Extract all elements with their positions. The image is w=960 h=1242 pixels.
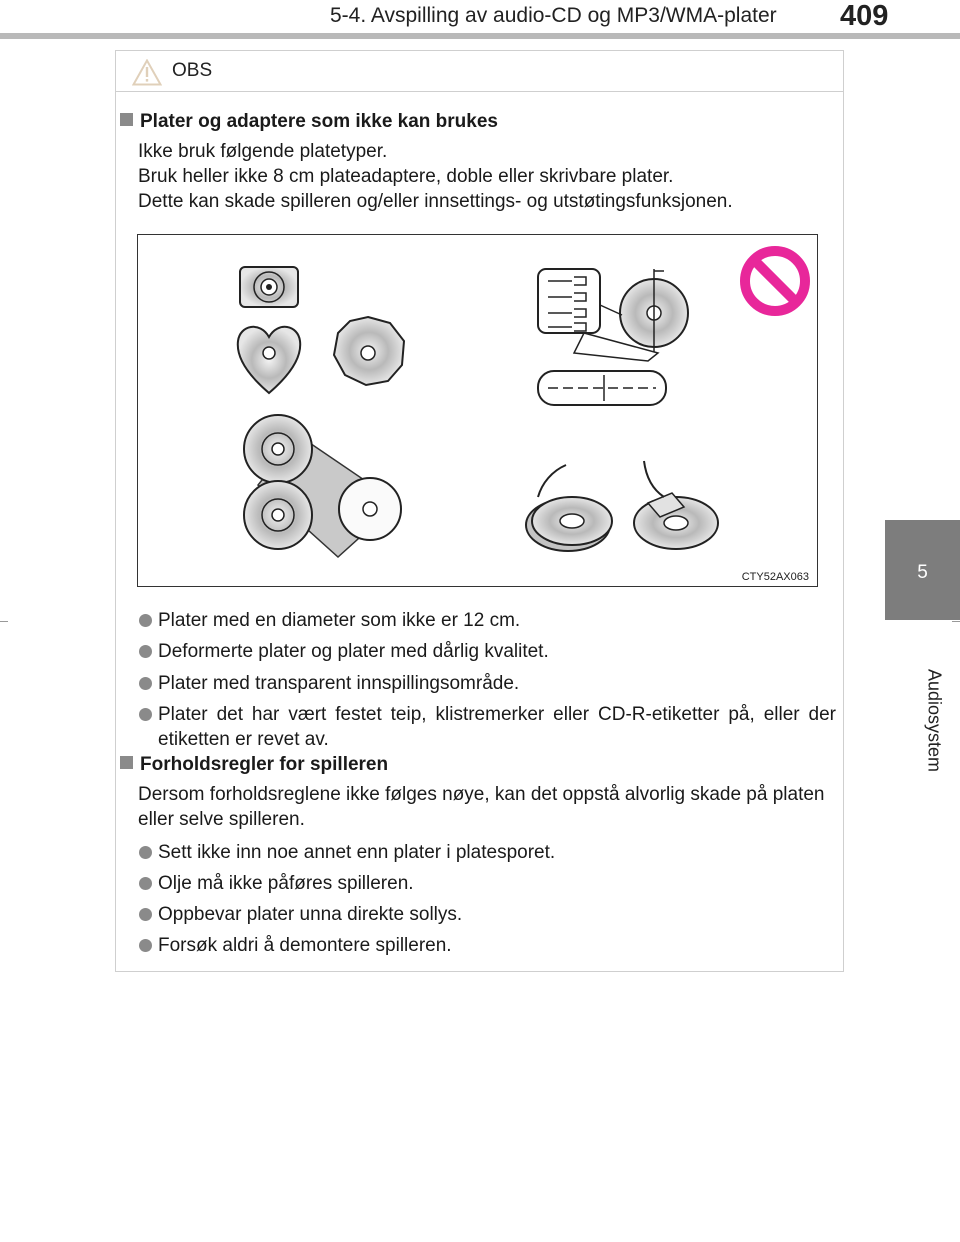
bullet-dot <box>139 614 152 627</box>
square-disc-icon <box>240 267 298 307</box>
taped-disc-icon <box>526 461 718 551</box>
chapter-label: Audiosystem <box>924 668 945 773</box>
chapter-tab <box>885 520 960 620</box>
bullet-slot: Sett ikke inn noe annet enn plater i platesporet. <box>158 842 556 863</box>
bullet-deformed: Deformerte plater og plater med dårlig kvalitet. <box>158 641 549 662</box>
bullet-tape: Plater det har vært festet teip, klistremerker eller CD-R-etiketter på, eller der etiketten er revet av. <box>158 704 836 750</box>
bullet-dot <box>139 708 152 721</box>
section-heading-text: Forholdsregler for spilleren <box>140 754 389 775</box>
bullet-transparent: Plater med transparent innspillingsområde. <box>158 673 520 694</box>
bullet-disassemble: Forsøk aldri å demontere spilleren. <box>158 935 452 956</box>
header-rule <box>0 33 960 39</box>
intro-line-2: Bruk heller ikke 8 cm plateadaptere, doble eller skrivbare plater. <box>138 166 674 187</box>
intro-line-3: Dette kan skade spilleren og/eller innsettings- og utstøtingsfunksjonen. <box>138 191 733 212</box>
bullet-oil: Olje må ikke påføres spilleren. <box>158 873 414 894</box>
intro-line-1: Ikke bruk følgende platetyper. <box>138 141 388 162</box>
discs-illustration-svg <box>138 235 817 586</box>
page-number: 409 <box>840 0 889 32</box>
transparent-disc-icon <box>244 415 401 557</box>
bullet-dot <box>139 846 152 859</box>
figure-code: CTY52AX063 <box>741 571 809 583</box>
bullet-dot <box>139 645 152 658</box>
crop-mark-left <box>0 621 8 622</box>
section-heading-unusable-discs <box>120 111 498 133</box>
heart-disc-icon <box>238 327 300 393</box>
bullet-sunlight: Oppbevar plater unna direkte sollys. <box>158 904 463 925</box>
warning-triangle-icon <box>132 59 162 86</box>
prohibition-icon <box>745 251 805 311</box>
caution-header <box>116 51 843 92</box>
caution-title: OBS <box>172 60 213 81</box>
page-header-title: 5-4. Avspilling av audio-CD og MP3/WMA-plater <box>330 4 777 27</box>
bullet-dot <box>139 939 152 952</box>
poor-quality-disc-icon <box>538 269 688 405</box>
section-square-icon <box>120 113 133 126</box>
unusable-discs-illustration <box>137 234 818 587</box>
chapter-number: 5 <box>917 562 928 583</box>
bullet-dot <box>139 677 152 690</box>
section-square-icon <box>120 756 133 769</box>
section-heading-player-precautions <box>120 754 388 776</box>
polygon-disc-icon <box>334 317 404 385</box>
bullet-dot <box>139 877 152 890</box>
precautions-text: Dersom forholdsreglene ikke følges nøye, kan det oppstå alvorlig skade på platen eller selve spilleren. <box>138 784 825 830</box>
bullet-dot <box>139 908 152 921</box>
crop-mark-right <box>952 621 960 622</box>
section-heading-text: Plater og adaptere som ikke kan brukes <box>140 111 498 132</box>
chapter-label-wrap <box>885 620 960 820</box>
bullet-diameter: Plater med en diameter som ikke er 12 cm. <box>158 610 521 631</box>
